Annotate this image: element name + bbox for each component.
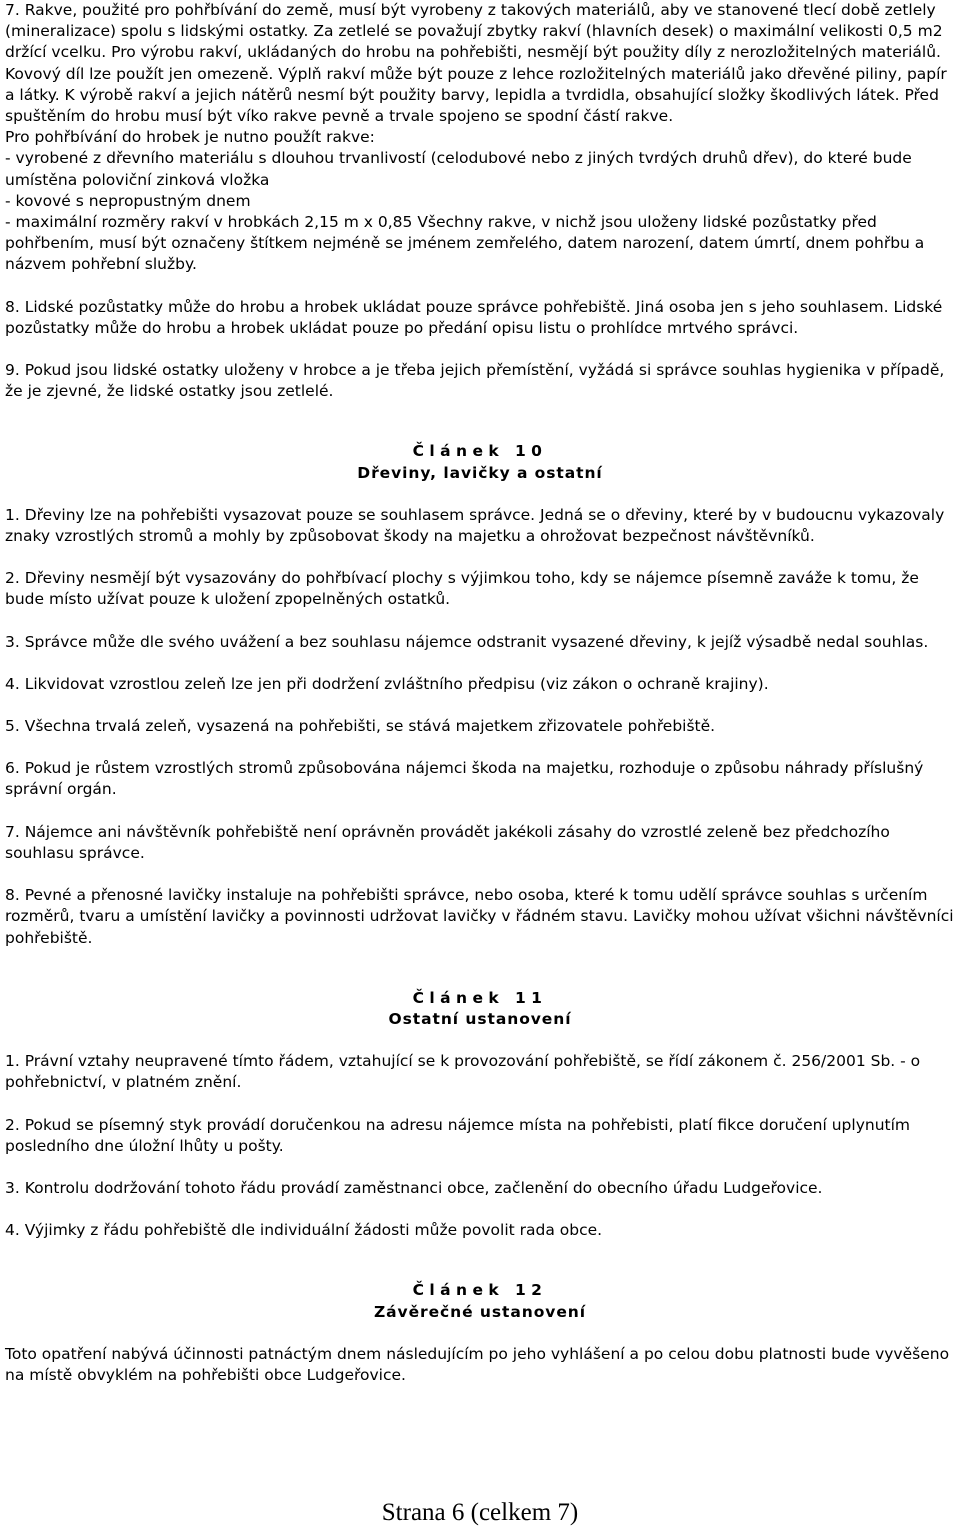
paragraph-9: 9. Pokud jsou lidské ostatky uloženy v hrobce a je třeba jejich přemístění, vyžádá si správce souhlas hygienika v případě, že je zjevné, že lidské ostatky jsou zetlelé.: [5, 361, 945, 401]
spacer: [5, 339, 955, 360]
spacer: [5, 1094, 955, 1115]
document-page: [5, 0, 955, 1386]
spacer: [5, 695, 955, 716]
spacer: [5, 864, 955, 885]
article-11-paragraph-3: 3. Kontrolu dodržování tohoto řádu provádí zaměstnanci obce, začlenění do obecního úřadu Ludgeřovice.: [5, 1178, 823, 1197]
article-12-subtitle: Závěrečné ustanovení: [374, 1302, 586, 1321]
spacer: [5, 949, 955, 970]
article-12-title: Článek 12: [412, 1281, 548, 1300]
article-10-paragraph-6: 6. Pokud je růstem vzrostlých stromů způsobována nájemci škoda na majetku, rozhoduje o způsobu náhrady příslušný správní orgán.: [5, 759, 924, 799]
spacer: [5, 1262, 955, 1280]
article-10-paragraph-7: 7. Nájemce ani návštěvník pohřebiště není oprávněn provádět jakékoli zásahy do vzrostlé zeleně bez předchozího souhlasu správce.: [5, 822, 890, 862]
article-10-paragraph-1: 1. Dřeviny lze na pohřebišti vysazovat pouze se souhlasem správce. Jedná se o dřeviny, které by v budoucnu vykazovaly znaky vzrostlých stromů a mohly by způsobovat škody na majetku a ohrožovat bezpečnost návštěvníků.: [5, 505, 945, 546]
spacer: [5, 737, 955, 758]
paragraph-7: 7. Rakve, použité pro pohřbívání do země, musí být vyrobeny z takových materiálů, aby ve stanovené tlecí době zetlely (mineralizace) spolu s lidskými ostatky. Za zetlelé se považují zbytky rakví (hlavních desek) o maximální velikosti 0,5 m2 držící vcelku. Pro výrobu rakví, ukládaných do hrobu na pohřebišti, nesmějí být použity díly z nerozložitelných materiálů. Kovový díl lze použít jen omezeně. Výplň rakví může být pouze z lehce rozložitelných materiálů jako dřevěné piliny, papír a látky. K výrobě rakví a jejich nátěrů nesmí být použity barvy, lepidla a tvrdidla, obsahující složky škodlivých látek. Před spuštěním do hrobu musí být víko rakve pevně a trvale spojeno se spodní částí rakve.: [5, 1, 947, 126]
spacer: [5, 423, 955, 441]
paragraph-8: 8. Lidské pozůstatky může do hrobu a hrobek ukládat pouze správce pohřebiště. Jiná osoba jen s jeho souhlasem. Lidské pozůstatky může do hrobu a hrobek ukládat pouze po předání opisu listu o prohlídce mrtvého správci.: [5, 297, 943, 337]
paragraph-7-hrobky-intro: Pro pohřbívání do hrobek je nutno použít rakve:: [5, 128, 375, 147]
spacer: [5, 970, 955, 988]
paragraph-7-bullet-3: - maximální rozměry rakví v hrobkách 2,15 m x 0,85 Všechny rakve, v nichž jsou uloženy lidské pozůstatky před pohřbením, musí být označeny štítkem nejméně se jménem zemřelého, datem narození, datem úmrtí, dnem pohřbu a názvem pohřební služby.: [5, 213, 925, 274]
spacer: [5, 801, 955, 822]
paragraph-7-bullet-2: - kovové s nepropustným dnem: [5, 191, 251, 210]
article-11-paragraph-2: 2. Pokud se písemný styk provádí doručenkou na adresu nájemce místa na pohřebisti, platí fikce doručení uplynutím posledního dne úložní lhůty u pošty.: [5, 1115, 911, 1155]
article-10-paragraph-2: 2. Dřeviny nesmějí být vysazovány do pohřbívací plochy s výjimkou toho, kdy se nájemce písemně zaváže k tomu, že bude místo užívat pouze k uložení zpopelněných ostatků.: [5, 569, 919, 609]
article-10-title: Článek 10: [412, 442, 548, 461]
article-11-paragraph-4: 4. Výjimky z řádu pohřebiště dle individuální žádosti může povolit rada obce.: [5, 1221, 603, 1240]
spacer: [5, 1030, 955, 1051]
spacer: [5, 611, 955, 632]
article-11-paragraph-1: 1. Právní vztahy neupravené tímto řádem, vztahující se k provozování pohřebiště, se řídí zákonem č. 256/2001 Sb. - o pohřebnictví, v platném znění.: [5, 1052, 921, 1092]
spacer: [5, 276, 955, 297]
article-10-paragraph-8: 8. Pevné a přenosné lavičky instaluje na pohřebišti správce, nebo osoba, které k tomu udělí správce souhlas s určením rozměrů, tvaru a umístění lavičky a povinnosti udržovat lavičky v řádném stavu. Lavičky mohou užívat všichni návštěvníci pohřebiště.: [5, 886, 954, 947]
article-10-paragraph-4: 4. Likvidovat vzrostlou zeleň lze jen při dodržení zvláštního předpisu (viz zákon o ochraně krajiny).: [5, 674, 769, 693]
article-11-subtitle: Ostatní ustanovení: [388, 1009, 572, 1028]
spacer: [5, 1241, 955, 1262]
spacer: [5, 547, 955, 568]
spacer: [5, 402, 955, 423]
article-10-paragraph-3: 3. Správce může dle svého uvážení a bez souhlasu nájemce odstranit vysazené dřeviny, k jejíž výsadbě nedal souhlas.: [5, 632, 929, 651]
article-10-paragraph-5: 5. Všechna trvalá zeleň, vysazená na pohřebišti, se stává majetkem zřizovatele pohřebiště.: [5, 717, 716, 736]
spacer: [5, 1199, 955, 1220]
spacer: [5, 1323, 955, 1344]
page-number-footer: Strana 6 (celkem 7): [381, 1499, 579, 1526]
article-12-paragraph-1: Toto opatření nabývá účinnosti patnáctým dnem následujícím po jeho vyhlášení a po celou dobu platnosti bude vyvěšeno na místě obvyklém na pohřebišti obce Ludgeřovice.: [5, 1344, 950, 1384]
spacer: [5, 653, 955, 674]
article-10-subtitle: Dřeviny, lavičky a ostatní: [357, 463, 603, 482]
article-11-title: Článek 11: [412, 988, 548, 1007]
paragraph-7-bullet-1: - vyrobené z dřevního materiálu s dlouhou trvanlivostí (celodubové nebo z jiných tvrdých druhů dřev), do které bude umístěna poloviční zinková vložka: [5, 149, 912, 189]
spacer: [5, 484, 955, 505]
spacer: [5, 1157, 955, 1178]
